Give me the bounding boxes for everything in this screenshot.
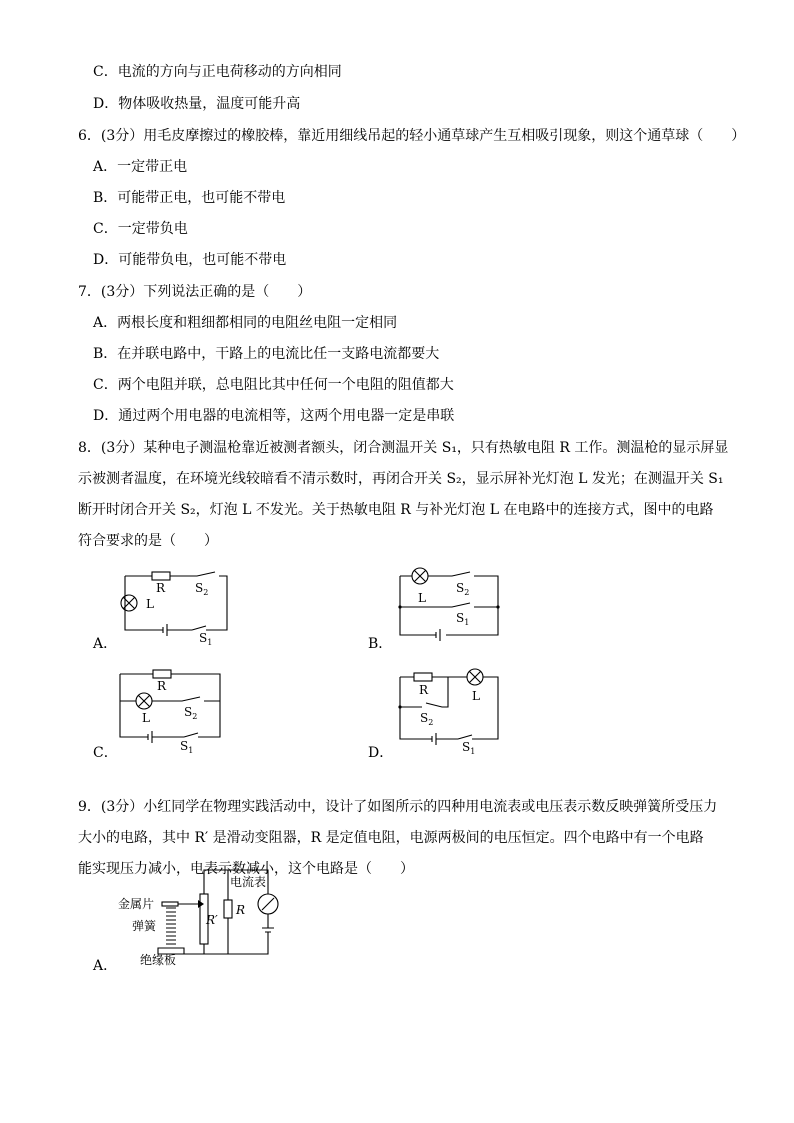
q8-label-d: D． — [368, 745, 394, 761]
q8-label-b: B． — [368, 636, 393, 652]
q6-stem: 6．(3分）用毛皮摩擦过的橡胶棒，靠近用细线吊起的轻小通草球产生互相吸引现象，则这个通草球（ ） — [78, 128, 746, 144]
q8-stem-line1: 8．(3分）某种电子测温枪靠近被测者额头，闭合测温开关 S₁，只有热敏电阻 R 工作。测温枪的显示屏显 — [78, 440, 729, 456]
svg-text:S1: $S_1$ — [456, 611, 470, 627]
q8-circuit-d — [400, 667, 505, 756]
svg-text:S2: $S_2$ — [420, 711, 434, 727]
metal-plate-icon — [162, 902, 178, 906]
svg-text:S2: $S_2$ — [184, 705, 198, 721]
resistor-r-icon — [153, 670, 171, 678]
svg-text:S1: $S_1$ — [462, 740, 476, 756]
label-spring: 弹簧 — [132, 919, 157, 933]
q8-stem-line4: 符合要求的是（ ） — [78, 533, 218, 549]
q6-option-b: B．可能带正电，也可能不带电 — [93, 190, 286, 206]
resistor-r-icon — [224, 900, 232, 918]
svg-text:S2: $S_2$ — [195, 581, 209, 597]
svg-text:S1: $S_1$ — [199, 631, 213, 647]
q9-stem-line3: 能实现压力减小，电表示数减小，这个电路是（ ） — [78, 861, 414, 877]
svg-text:R: R — [236, 903, 246, 917]
q7-stem: 7．(3分）下列说法正确的是（ ） — [78, 284, 312, 300]
q8-circuit-c — [120, 670, 230, 755]
spring-icon — [166, 908, 176, 944]
label-r: R — [156, 581, 166, 595]
q7-option-c: C．两个电阻并联，总电阻比其中任何一个电阻的阻值都大 — [93, 377, 454, 393]
label-insulator: 绝缘板 — [140, 953, 177, 967]
q8-stem-line3: 断开时闭合开关 S₂，灯泡 L 不发光。关于热敏电阻 R 与补光灯泡 L 在电路中的连接方式，图中的电路 — [78, 502, 714, 518]
q6-option-d: D．可能带负电，也可能不带电 — [93, 252, 287, 268]
q8-stem-line2: 示被测者温度，在环境光线较暗看不清示数时，再闭合开关 S₂，显示屏补光灯泡 L 发光；在测温开关 S₁ — [78, 471, 724, 487]
svg-text:L: L — [142, 711, 150, 725]
q9-stem-line2: 大小的电路，其中 R′ 是滑动变阻器，R 是定值电阻，电源两极间的电压恒定。四个电路中有一个电路 — [78, 830, 704, 846]
q8-label-c: C． — [93, 745, 118, 761]
svg-text:R′: R′ — [206, 913, 218, 927]
q7-option-a: A．两根长度和粗细都相同的电阻丝电阻一定相同 — [93, 315, 398, 331]
q6-option-a: A．一定带正电 — [93, 159, 188, 175]
resistor-r-icon — [414, 673, 432, 681]
q7-option-d: D．通过两个用电器的电流相等，这两个用电器一定是串联 — [93, 408, 455, 424]
label-ammeter: 电流表 — [230, 875, 267, 889]
q9-circuit-a — [118, 868, 298, 967]
svg-text:L: L — [418, 591, 426, 605]
svg-text:S2: $S_2$ — [456, 581, 470, 597]
svg-text:S1: $S_1$ — [180, 739, 194, 755]
q8-circuit-a — [115, 572, 235, 647]
q9-label-a: A． — [93, 958, 118, 974]
svg-text:L: L — [472, 689, 480, 703]
svg-text:R: R — [157, 679, 167, 693]
q9-stem-line1: 9．(3分）小红同学在物理实践活动中，设计了如图所示的四种用电流表或电压表示数反映弹簧所受压力 — [78, 799, 718, 815]
label-metal-plate: 金属片 — [118, 897, 155, 911]
q5-option-d: D．物体吸收热量，温度可能升高 — [93, 96, 301, 112]
q7-option-b: B．在并联电路中，干路上的电流比任一支路电流都要大 — [93, 346, 440, 362]
q8-circuit-b — [400, 572, 510, 642]
resistor-r-icon — [152, 572, 170, 580]
svg-text:R: R — [419, 683, 429, 697]
label-l: L — [146, 597, 154, 611]
q5-option-c: C．电流的方向与正电荷移动的方向相同 — [93, 64, 342, 80]
q8-label-a: A． — [93, 636, 118, 652]
q6-option-c: C．一定带负电 — [93, 221, 188, 237]
